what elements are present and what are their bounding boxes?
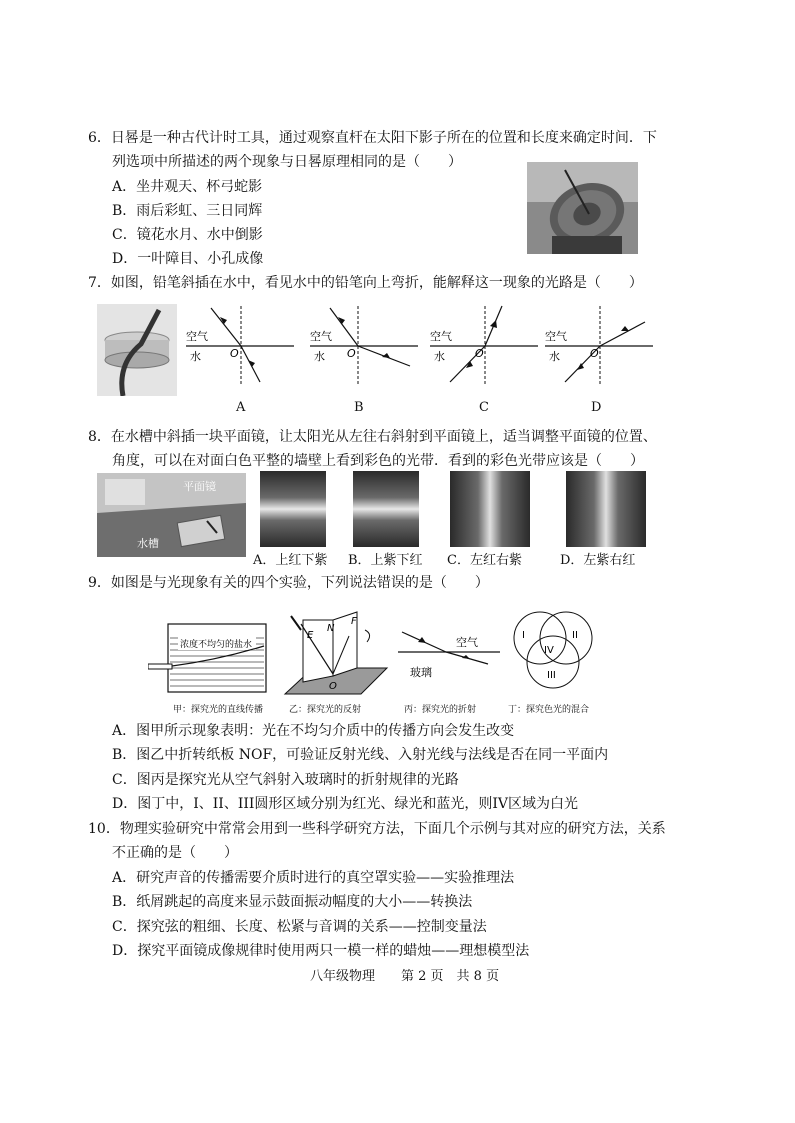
q6-stem-line2: 列选项中所描述的两个现象与日晷原理相同的是（ ） xyxy=(112,154,462,170)
q10-option-d: D．探究平面镜成像规律时使用两只一模一样的蜡烛——理想模型法 xyxy=(112,943,530,959)
q8-option-c: C．左红右紫 xyxy=(447,553,522,568)
q7-label-b: B xyxy=(354,400,364,415)
q9-option-c: C．图丙是探究光从空气斜射入玻璃时的折射规律的光路 xyxy=(112,772,459,788)
fig-yi-letter-e: E xyxy=(307,630,314,641)
fig-bing-air-label: 空气 xyxy=(456,636,478,649)
refraction-diagram-c xyxy=(430,304,540,384)
diagram-c-air-label: 空气 xyxy=(430,330,452,343)
diagram-b-point-o: O xyxy=(347,347,356,360)
photo-tank-label: 水槽 xyxy=(137,537,159,550)
color-band-c xyxy=(450,471,530,547)
diagram-d-water-label: 水 xyxy=(549,350,560,363)
q9-option-d: D．图丁中，I、II、III圆形区域分别为红光、绿光和蓝光，则IV区域为白光 xyxy=(112,796,579,812)
q7-stem: 7．如图，铅笔斜插在水中，看见水中的铅笔向上弯折，能解释这一现象的光路是（ ） xyxy=(88,275,643,291)
fig-bing-refraction xyxy=(396,606,502,698)
color-band-a xyxy=(260,471,326,547)
fig-bing-caption: 丙：探究光的折射 xyxy=(404,705,477,715)
q6-option-c: C．镜花水月、水中倒影 xyxy=(112,227,263,243)
fig-ding-region-iv: IV xyxy=(544,645,554,656)
q8-option-b: B．上紫下红 xyxy=(348,553,423,568)
q8-stem-line2: 角度，可以在对面白色平整的墙壁上看到彩色的光带．看到的彩色光带应该是（ ） xyxy=(112,453,644,469)
q8-option-d: D．左紫右红 xyxy=(560,553,636,568)
sundial-photo xyxy=(527,162,638,254)
diagram-c-water-label: 水 xyxy=(434,350,445,363)
q10-option-a: A．研究声音的传播需要介质时进行的真空罩实验——实验推理法 xyxy=(112,870,515,886)
fig-ding-caption: 丁：探究色光的混合 xyxy=(508,705,590,715)
fig-bing-glass-label: 玻璃 xyxy=(410,666,432,679)
q6-stem-line1: 6．日晷是一种古代计时工具，通过观察直杆在太阳下影子所在的位置和长度来确定时间．下 xyxy=(88,130,657,146)
q7-label-a: A xyxy=(236,400,246,415)
fig-ding-region-ii: II xyxy=(572,630,578,641)
diagram-a-air-label: 空气 xyxy=(186,330,208,343)
q10-stem-line2: 不正确的是（ ） xyxy=(112,845,238,861)
photo-mirror-label: 平面镜 xyxy=(183,480,216,493)
refraction-diagram-a xyxy=(186,304,296,384)
fig-jia-caption: 甲：探究光的直线传播 xyxy=(173,705,264,715)
q9-stem: 9．如图是与光现象有关的四个实验，下列说法错误的是（ ） xyxy=(88,575,489,591)
refraction-diagram-b xyxy=(310,304,420,384)
fig-yi-caption: 乙：探究光的反射 xyxy=(289,705,362,715)
fig-yi-letter-n: N xyxy=(327,623,335,634)
fig-jia-tank xyxy=(148,606,280,698)
fig-ding-region-i: I xyxy=(522,630,525,641)
q8-option-a: A．上红下紫 xyxy=(253,553,328,568)
diagram-b-air-label: 空气 xyxy=(310,330,332,343)
fig-yi-reflection xyxy=(283,606,391,698)
diagram-a-point-o: O xyxy=(230,347,239,360)
mirror-tank-photo xyxy=(97,473,246,557)
page-footer: 八年级物理 第 2 页 共 8 页 xyxy=(310,969,500,984)
color-band-b xyxy=(353,471,419,547)
fig-yi-letter-f: F xyxy=(351,616,357,627)
q9-option-a: A．图甲所示现象表明：光在不均匀介质中的传播方向会发生改变 xyxy=(112,723,515,739)
diagram-b-water-label: 水 xyxy=(314,350,325,363)
fig-yi-letter-o: O xyxy=(329,681,337,692)
q6-option-d: D．一叶障目、小孔成像 xyxy=(112,251,264,267)
q8-stem-line1: 8．在水槽中斜插一块平面镜，让太阳光从左往右斜射到平面镜上，适当调整平面镜的位置、 xyxy=(88,429,657,445)
q6-option-a: A．坐井观天、杯弓蛇影 xyxy=(112,179,263,195)
refraction-diagram-d xyxy=(545,304,655,384)
fig-jia-tank-label: 浓度不均匀的盐水 xyxy=(180,640,253,650)
fig-ding-region-iii: III xyxy=(547,670,556,681)
q10-stem-line1: 10．物理实验研究中常常会用到一些科学研究方法，下面几个示例与其对应的研究方法，关系 xyxy=(88,821,666,837)
color-band-d xyxy=(566,471,646,547)
pencil-in-water-photo xyxy=(97,304,177,396)
q7-label-c: C xyxy=(479,400,489,415)
diagram-d-air-label: 空气 xyxy=(545,330,567,343)
fig-ding-color-mixing xyxy=(508,606,600,698)
q7-label-d: D xyxy=(591,400,602,415)
q6-option-b: B．雨后彩虹、三日同辉 xyxy=(112,203,263,219)
diagram-c-point-o: O xyxy=(475,347,484,360)
q10-option-c: C．探究弦的粗细、长度、松紧与音调的关系——控制变量法 xyxy=(112,919,487,935)
diagram-d-point-o: O xyxy=(590,347,599,360)
q9-option-b: B．图乙中折转纸板 NOF，可验证反射光线、入射光线与法线是否在同一平面内 xyxy=(112,747,609,763)
q10-option-b: B．纸屑跳起的高度来显示鼓面振动幅度的大小——转换法 xyxy=(112,894,473,910)
diagram-a-water-label: 水 xyxy=(190,350,201,363)
